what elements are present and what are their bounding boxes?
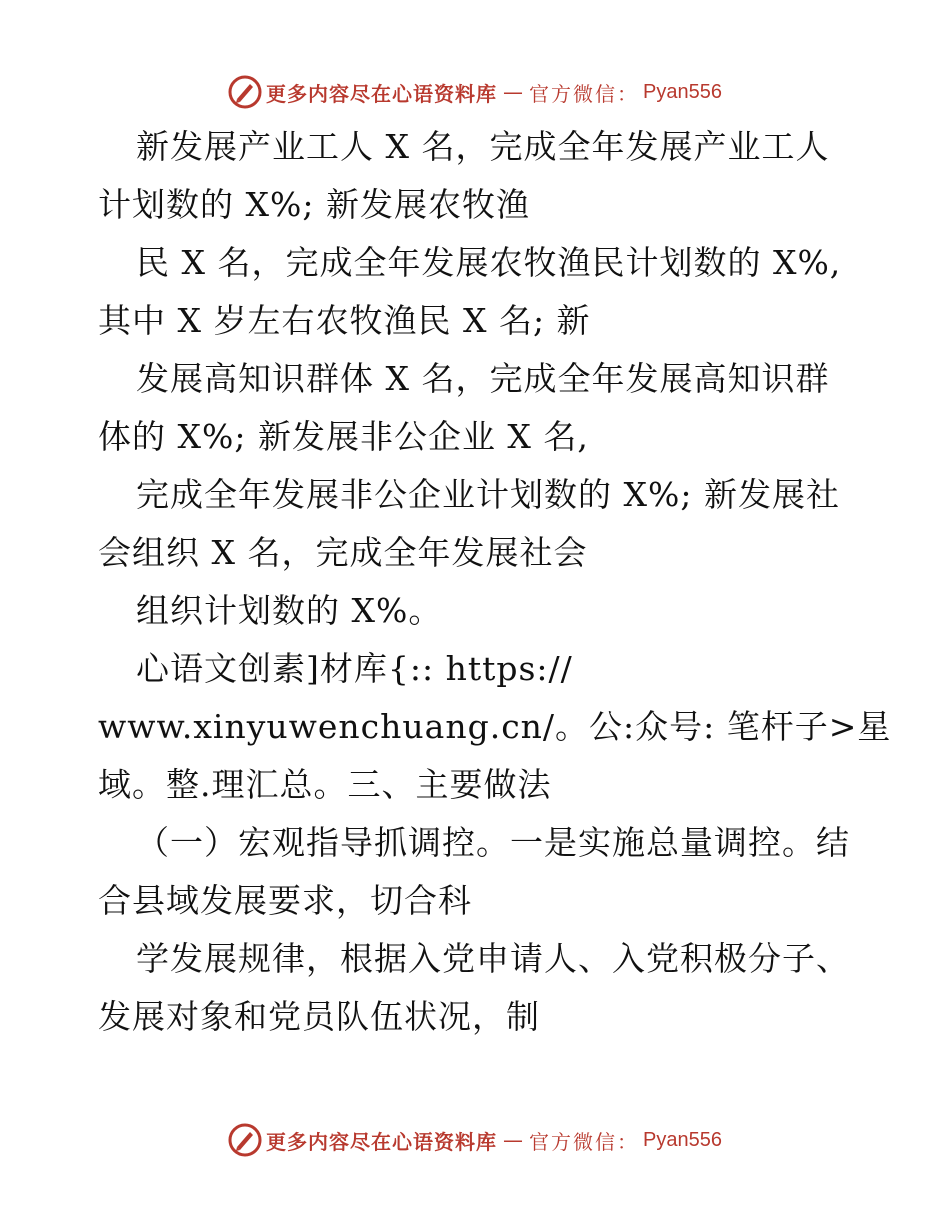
body-line: 心语文创素]材库{:: https://	[136, 649, 573, 688]
body-line: 民 X 名，完成全年发展农牧渔民计划数的 X%,	[136, 243, 842, 282]
body-line: 发展高知识群体 X 名，完成全年发展高知识群	[136, 359, 830, 398]
header-banner-dash: —	[503, 80, 524, 104]
body-line-url: www.xinyuwenchuang.cn/。公:众号: 笔杆子>星	[98, 707, 892, 746]
body-line: 完成全年发展非公企业计划数的 X%; 新发展社	[136, 475, 840, 514]
body-line: （一）宏观指导抓调控。一是实施总量调控。结	[136, 823, 850, 862]
footer-wechat-id: Pyan556	[643, 1128, 722, 1151]
body-line: 发展对象和党员队伍状况，制	[98, 997, 540, 1036]
body-line: 合县域发展要求，切合科	[98, 881, 472, 920]
body-line: 组织计划数的 X%。	[136, 591, 443, 630]
footer-banner-dash: —	[503, 1128, 524, 1152]
body-line: 其中 X 岁左右农牧渔民 X 名; 新	[98, 301, 591, 340]
body-line: 学发展规律，根据入党申请人、入党积极分子、	[136, 939, 850, 978]
body-line: 计划数的 X%; 新发展农牧渔	[98, 185, 530, 224]
header-banner-inner	[228, 75, 722, 109]
footer-banner-inner	[228, 1123, 722, 1157]
document-body	[98, 118, 892, 1046]
header-wechat-id: Pyan556	[643, 80, 722, 103]
header-wechat-label: 官方微信：	[529, 81, 640, 106]
footer-banner	[0, 1120, 950, 1160]
body-line: 体的 X%; 新发展非公企业 X 名,	[98, 417, 589, 456]
body-line: 域。整.理汇总。三、主要做法	[98, 765, 552, 804]
header-banner	[0, 72, 950, 112]
footer-wechat-label: 官方微信：	[529, 1129, 640, 1154]
footer-banner-title: 更多内容尽在心语资料库	[266, 1129, 498, 1154]
body-line: 会组织 X 名，完成全年发展社会	[98, 533, 588, 572]
xinyu-logo-icon	[228, 1123, 262, 1157]
xinyu-logo-icon	[228, 75, 262, 109]
body-line: 新发展产业工人 X 名，完成全年发展产业工人	[136, 127, 830, 166]
header-banner-title: 更多内容尽在心语资料库	[266, 81, 498, 106]
